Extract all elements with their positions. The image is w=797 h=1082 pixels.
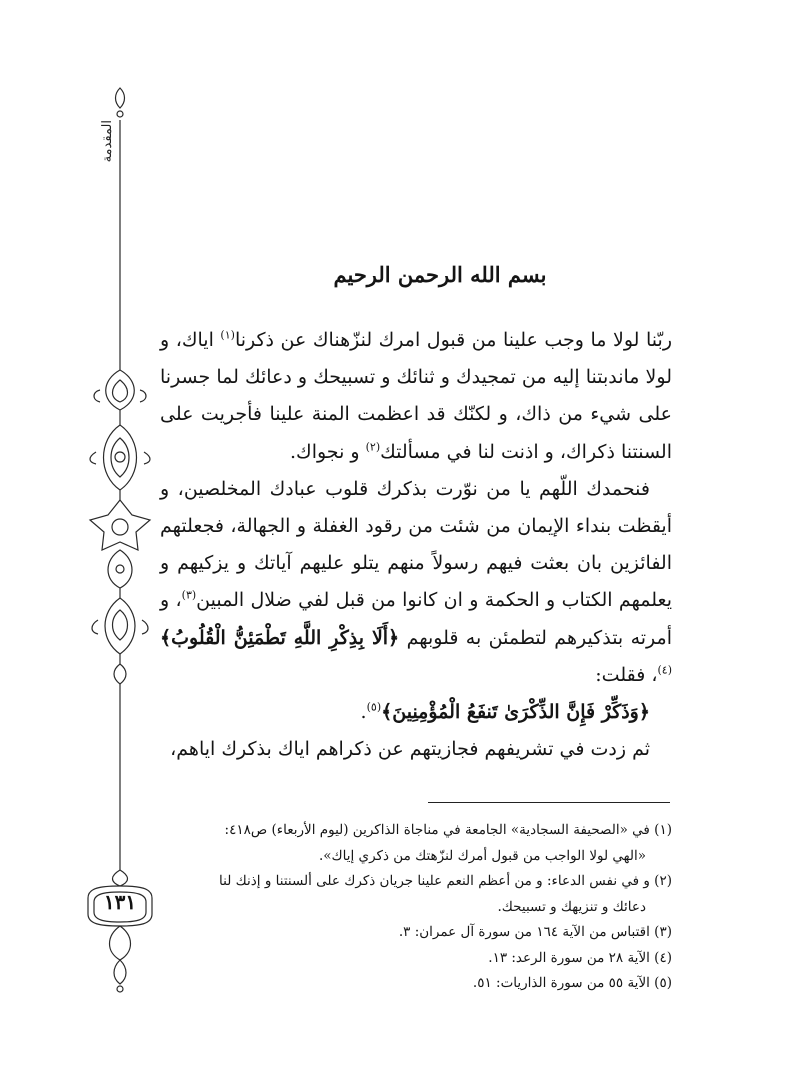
text-run: . <box>360 701 367 724</box>
text-run: ، فقلت: <box>595 663 658 686</box>
text-run: اياك، و لولا ماندبتنا إليه من تمجيدك و ثنائك و تسبيحك و دعائك لما جسرنا على شيء من ذاك، و لكنّك قد اعظمت المنة علينا فأجريت على السنتنا ذكراك، و اذنت لنا في مسألتك <box>160 329 672 463</box>
footnote-marker: (٤) <box>657 663 672 677</box>
footnote-continuation: دعائك و تنزيهك و تسبيحك. <box>497 898 646 915</box>
footnote-marker: (٥) <box>366 700 382 714</box>
quran-verse: ﴿وَذَكِّرْ فَإِنَّ الذِّكْرَىٰ تَنفَعُ الْمُؤْمِنِينَ﴾ <box>381 701 650 724</box>
quran-verse: ﴿أَلَا بِذِكْرِ اللَّهِ تَطْمَئِنُّ الْقُلُوبُ﴾ <box>160 626 400 649</box>
footnote: (٢) و في نفس الدعاء: و من أعظم النعم علينا جريان ذكرك على ألسنتنا و إذنك لنا <box>219 873 672 889</box>
body-text <box>160 322 672 768</box>
running-head: المقدمة <box>100 120 115 163</box>
page-heading: بسم الله الرحمن الرحيم <box>333 262 547 287</box>
text-run: ، و أمرته بتذكيرهم لتطمئن به قلوبهم <box>160 589 672 649</box>
body-paragraph <box>160 694 672 731</box>
footnote: (٤) الآية ٢٨ من سورة الرعد: ١٣. <box>488 949 672 966</box>
footnote-divider <box>428 802 670 803</box>
footnote-marker: (٢) <box>365 440 381 454</box>
text-run: ثم زدت في تشريفهم فجازيتهم عن ذكراهم اياك بذكرك اياهم، <box>170 738 650 761</box>
footnote-marker: (١) <box>220 328 235 342</box>
footnotes <box>160 818 672 997</box>
footnote-marker: (٣) <box>181 589 197 603</box>
footnote: (٣) اقتباس من الآية ١٦٤ من سورة آل عمران: ٣. <box>398 924 672 940</box>
text-run: و نجواك. <box>290 440 366 463</box>
body-paragraph <box>160 471 672 694</box>
text-run: فنحمدك اللّهم يا من نوّرت بذكرك قلوب عبادك المخلصين، و أيقظت بنداء الإيمان من شئت من رقود الغفلة و الجهالة، فجعلتهم الفائزين بان بعثت فيهم رسولاً منهم يتلو عليهم آياتك و يزكيهم و يعلمهم الكتاب و الحكمة و ان كانوا من قبل لفي ضلال المبين <box>160 477 672 612</box>
body-paragraph <box>160 322 672 471</box>
body-paragraph <box>160 731 672 768</box>
footnote: (١) في «الصحيفة السجادية» الجامعة في مناجاة الذاكرين (ليوم الأربعاء) ص٤١٨: <box>224 822 672 838</box>
footnote-continuation: «الهي لولا الواجب من قبول أمرك لنزّهتك من ذكري إياك». <box>318 847 646 864</box>
page-number: ١٣١ <box>103 890 137 914</box>
text-run: ربّنا لولا ما وجب علينا من قبول امرك لنزّهناك عن ذكرنا <box>234 329 673 351</box>
footnote: (٥) الآية ٥٥ من سورة الذاريات: ٥١. <box>472 975 672 991</box>
